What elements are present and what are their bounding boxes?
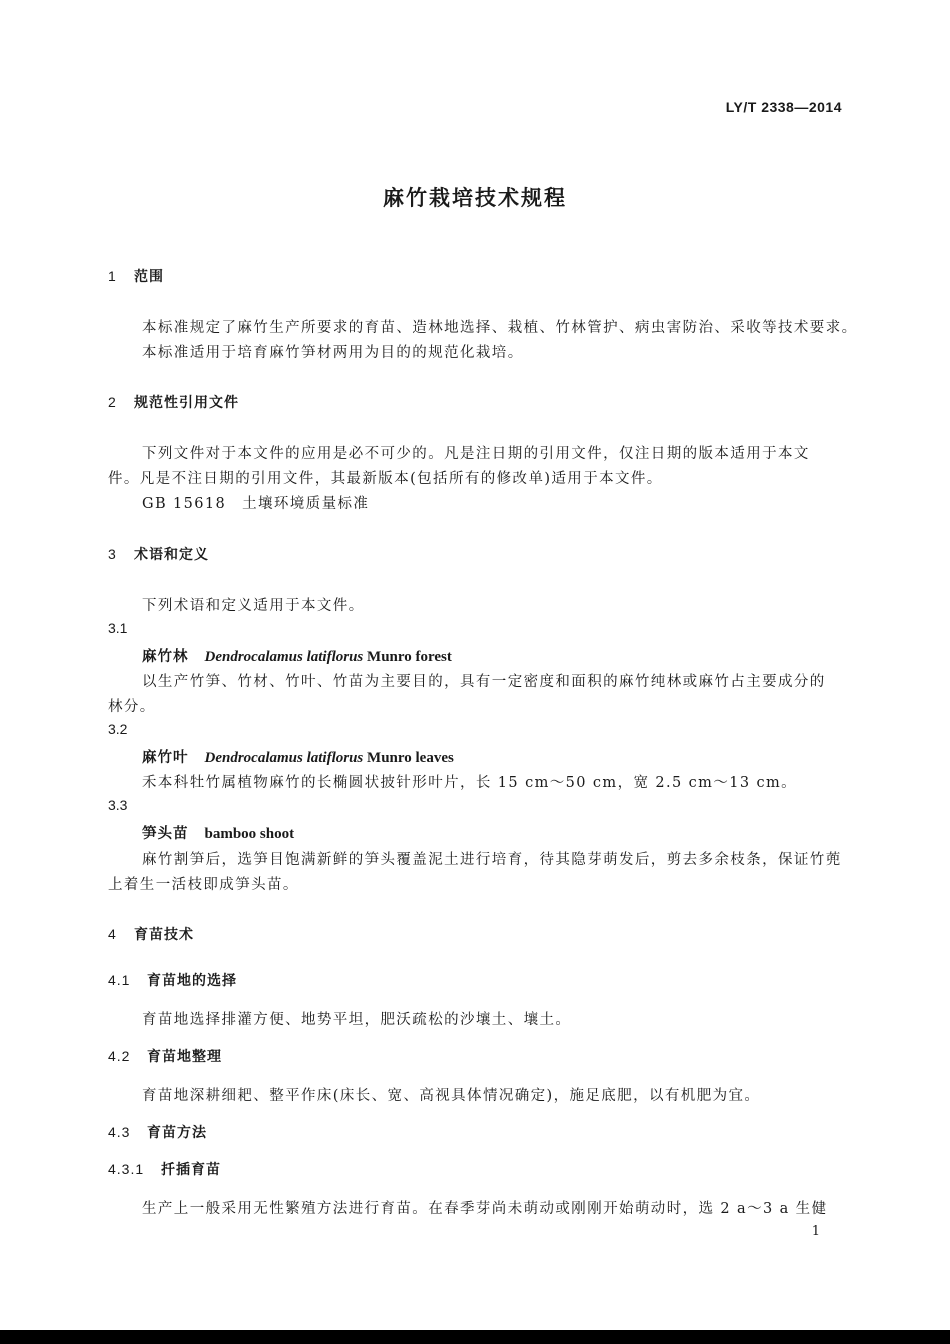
term-entry: [142, 746, 454, 767]
section-title: 育苗地整理: [147, 1049, 222, 1065]
term-english-rest: Munro forest: [363, 649, 452, 665]
term-chinese: 笋头苗: [142, 826, 189, 842]
subsection-4-3-1-heading: [108, 1159, 221, 1179]
section-number: 4: [108, 926, 117, 942]
section-3-heading: [108, 544, 209, 564]
paragraph: 生产上一般采用无性繁殖方法进行育苗。在春季芽尚未萌动或刚刚开始萌动时，选 2 a～3 a 生健: [142, 1201, 828, 1217]
section-title: 育苗方法: [147, 1125, 207, 1141]
subsection-4-2-heading: [108, 1046, 222, 1066]
paragraph: 本标准规定了麻竹生产所要求的育苗、造林地选择、栽植、竹林管护、病虫害防治、采收等技术要求。: [142, 320, 858, 336]
subsection-4-1-heading: [108, 970, 237, 990]
section-title: 规范性引用文件: [134, 395, 239, 411]
term-chinese: 麻竹叶: [142, 750, 189, 766]
section-number: 4.3.1: [108, 1161, 145, 1177]
section-number: 2: [108, 394, 117, 410]
section-title: 术语和定义: [134, 547, 209, 563]
section-number: 3: [108, 546, 117, 562]
section-number: 4.2: [108, 1048, 131, 1064]
section-title: 育苗地的选择: [147, 973, 237, 989]
term-definition: 麻竹割笋后，选笋目饱满新鲜的笋头覆盖泥土进行培育，待其隐芽萌发后，剪去多余枝条，保证竹蔸: [142, 852, 842, 868]
section-number: 1: [108, 268, 117, 284]
section-title: 扦插育苗: [161, 1162, 221, 1178]
term-definition-continued: 林分。: [108, 699, 156, 715]
section-title: 范围: [134, 269, 164, 285]
term-entry: [142, 645, 452, 666]
term-number: 3.1: [108, 620, 128, 636]
section-number: 4.3: [108, 1124, 131, 1140]
term-latin: Dendrocalamus latiflorus: [204, 750, 364, 766]
section-title: 育苗技术: [134, 927, 194, 943]
paragraph: 下列术语和定义适用于本文件。: [142, 598, 365, 614]
term-english-rest: Munro leaves: [363, 750, 454, 766]
term-definition: 以生产竹笋、竹材、竹叶、竹苗为主要目的，具有一定密度和面积的麻竹纯林或麻竹占主要成分的: [142, 674, 826, 690]
term-english: bamboo shoot: [204, 826, 295, 842]
term-latin: Dendrocalamus latiflorus: [204, 649, 364, 665]
normative-reference: GB 15618 土壤环境质量标准: [142, 496, 370, 512]
standard-code: LY/T 2338—2014: [725, 99, 842, 115]
term-number: 3.2: [108, 721, 128, 737]
section-number: 4.1: [108, 972, 131, 988]
term-number: 3.3: [108, 797, 128, 813]
paragraph: 育苗地深耕细耙、整平作床(床长、宽、高视具体情况确定)，施足底肥，以有机肥为宜。: [142, 1088, 761, 1104]
paragraph: 育苗地选择排灌方便、地势平坦，肥沃疏松的沙壤土、壤土。: [142, 1012, 572, 1028]
paragraph-continued: 件。凡是不注日期的引用文件，其最新版本(包括所有的修改单)适用于本文件。: [108, 471, 663, 487]
page-bottom-border: [0, 1330, 950, 1344]
term-english: [205, 649, 452, 665]
section-2-heading: [108, 392, 239, 412]
term-definition-continued: 上着生一活枝即成笋头苗。: [108, 877, 299, 893]
section-1-heading: [108, 266, 164, 286]
paragraph: 下列文件对于本文件的应用是必不可少的。凡是注日期的引用文件，仅注日期的版本适用于本文: [142, 446, 810, 462]
section-4-heading: [108, 924, 194, 944]
page-title: 麻竹栽培技术规程: [383, 186, 567, 210]
page-number: 1: [811, 1224, 820, 1239]
paragraph: 本标准适用于培育麻竹笋材两用为目的的规范化栽培。: [142, 345, 524, 361]
term-entry: [142, 822, 294, 843]
term-definition: 禾本科牡竹属植物麻竹的长椭圆状披针形叶片，长 15 cm～50 cm，宽 2.5 cm～13 cm。: [142, 775, 798, 791]
term-english: [205, 750, 454, 766]
subsection-4-3-heading: [108, 1122, 207, 1142]
term-chinese: 麻竹林: [142, 649, 189, 665]
